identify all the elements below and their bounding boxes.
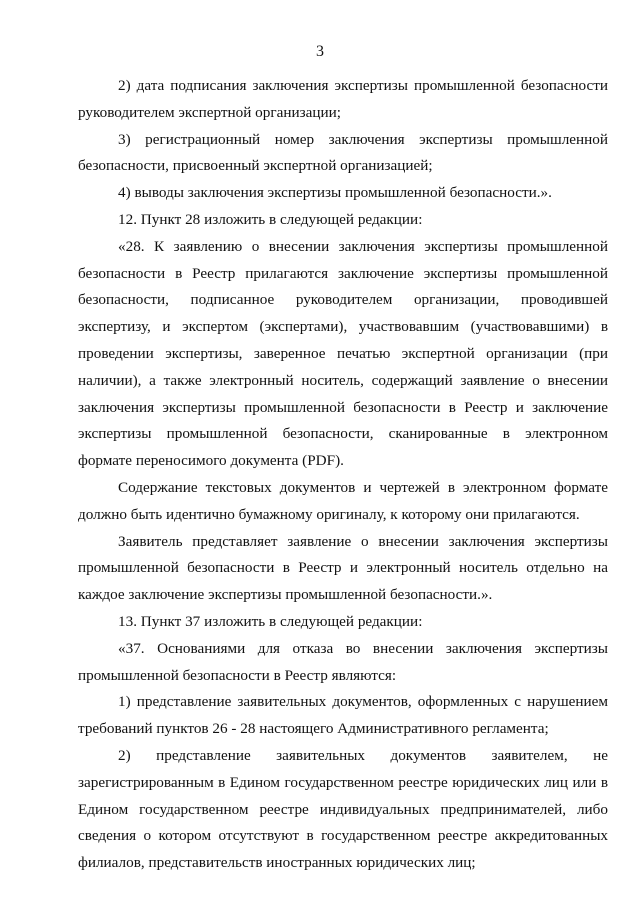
paragraph-amendment-13: 13. Пункт 37 изложить в следующей редакции: [118, 612, 423, 630]
paragraph-item-2: 2) дата подписания заключения экспертизы промышленной безопасности руководителем экспертной организации; [78, 77, 608, 121]
paragraph-amendment-12: 12. Пункт 28 изложить в следующей редакции: [118, 210, 423, 228]
paragraph-electronic-format: Содержание текстовых документов и чертежей в электронном формате должно быть идентично бумажному оригиналу, к которому они прилагаются. [78, 478, 608, 523]
paragraph-item-4: 4) выводы заключения экспертизы промышленной безопасности.». [118, 184, 552, 202]
document-body [78, 73, 608, 877]
paragraph-refusal-reason-2: 2) представление заявительных документов заявителем, не зарегистрированным в Едином государственном реестре юридических лиц или в Едином государственном реестре индивидуальных предпринимателей, либо сведения о котором отсутствуют в государственном реестре аккредитованных филиалов, представительств иностранных юридических лиц; [78, 746, 608, 872]
paragraph-refusal-reason-1: 1) представление заявительных документов, оформленных с нарушением требований пунктов 26 - 28 настоящего Административного регламента; [78, 693, 608, 738]
page-number: 3 [316, 43, 324, 60]
paragraph-clause-37: «37. Основаниями для отказа во внесении заключения экспертизы промышленной безопасности в Реестр являются: [78, 639, 608, 684]
paragraph-item-3: 3) регистрационный номер заключения экспертизы промышленной безопасности, присвоенный экспертной организацией; [78, 130, 608, 175]
paragraph-applicant-submission: Заявитель представляет заявление о внесении заключения экспертизы промышленной безопасности в Реестр и электронный носитель отдельно на каждое заключение экспертизы промышленной безопасности.». [78, 532, 608, 604]
paragraph-clause-28: «28. К заявлению о внесении заключения экспертизы промышленной безопасности в Реестр прилагаются заключение экспертизы промышленной безопасности, подписанное руководителем организации, проводившей экспертизу, и экспертом (экспертами), участвовавшим (участвовавшими) в проведении экспертизы, заверенное печатью экспертной организации (при наличии), а также электронный носитель, содержащий заявление о внесении заключения экспертизы промышленной безопасности в Реестр и заключение экспертизы промышленной безопасности, сканированные в электронном формате переносимого документа (PDF). [78, 237, 608, 470]
